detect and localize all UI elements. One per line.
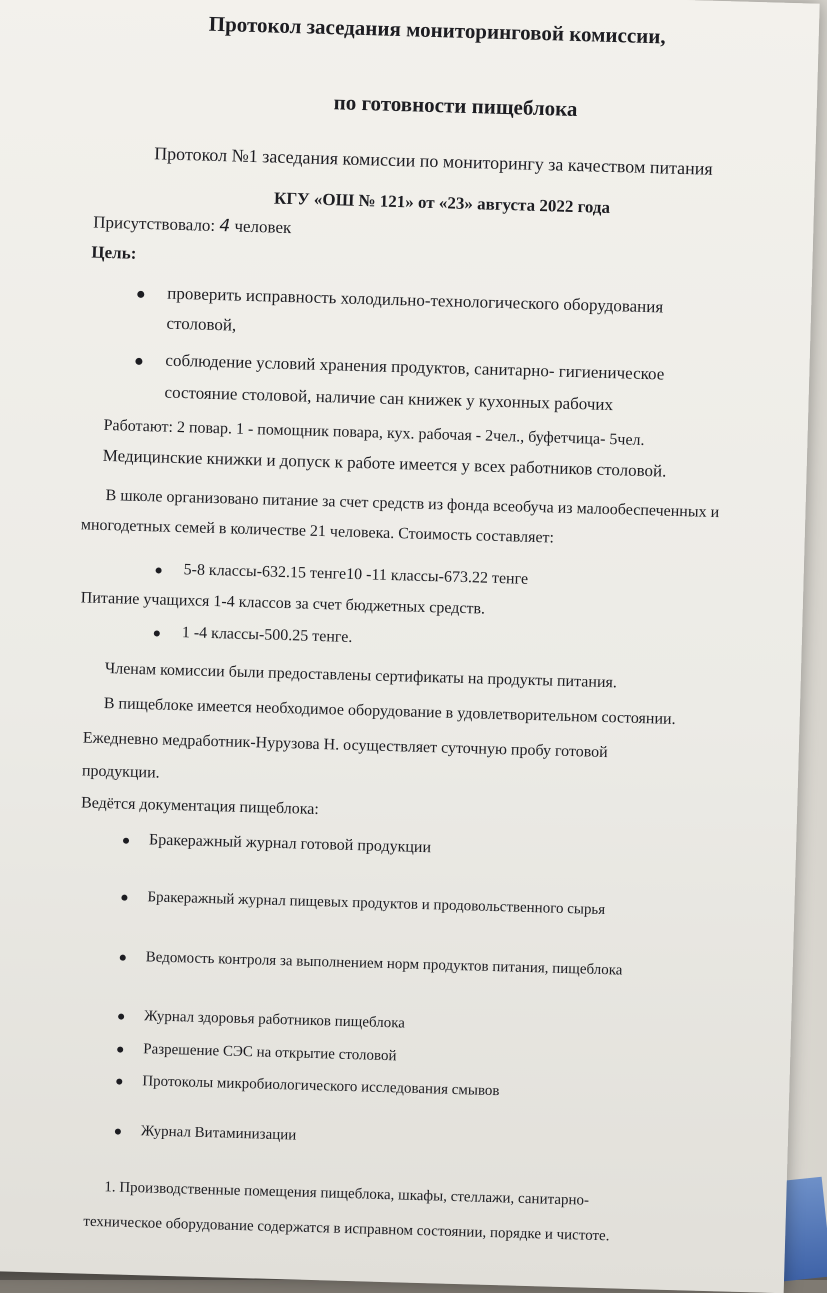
protocol-line: Протокол №1 заседания комиссии по мониторингу за качеством питания: [153, 143, 714, 179]
bullet-icon: [115, 1128, 121, 1134]
docs-item-6: Протоколы микробиологического исследования смывов: [142, 1073, 500, 1100]
goal-item-1-line-1: проверить исправность холодильно-технологического оборудования: [167, 283, 664, 317]
medworker-line-1: Ежедневно медработник-Нурузова Н. осуществляет суточную пробу готовой: [82, 729, 608, 762]
docs-item-7: Журнал Витаминизации: [140, 1123, 297, 1144]
docs-item-2: Бракеражный журнал пищевых продуктов и продовольственного сырья: [147, 889, 606, 919]
attended-unit: человек: [234, 216, 292, 238]
funding-line-2: многодетных семей в количестве 21 человека. Стоимость составляет:: [80, 516, 555, 547]
goal-item-2-line-2: состояние столовой, наличие сан книжек у кухонных рабочих: [164, 382, 614, 415]
funding-line-1: В школе организовано питание за счет средств из фонда всеобуча из малообеспеченных и: [105, 486, 720, 522]
price-item-2: 1 -4 классы-500.25 тенге.: [181, 624, 353, 646]
docs-item-1: Бракеражный журнал готовой продукции: [148, 831, 432, 857]
bullet-icon: [137, 291, 144, 298]
goal-item-2-line-1: соблюдение условий хранения продуктов, санитарно- гигиеническое: [165, 350, 665, 384]
medworker-line-2: продукции.: [81, 762, 160, 782]
goal-label: Цель:: [91, 242, 137, 263]
medbooks-line: Медицинские книжки и допуск к работе имеется у всех работников столовой.: [102, 445, 667, 481]
bullet-icon: [118, 1014, 124, 1020]
bullet-icon: [120, 955, 126, 961]
attended-line: [93, 213, 292, 239]
point-1-line-1: 1. Производственные помещения пищеблока, шкафы, стеллажи, санитарно-: [104, 1179, 590, 1209]
price-item-1: 5-8 классы-632.15 тенге10 -11 классы-673.22 тенге: [183, 561, 529, 588]
school-line: КГУ «ОШ № 121» от «23» августа 2022 года: [273, 188, 611, 217]
certificates-line: Членам комиссии были предоставлены сертификаты на продукты питания.: [104, 660, 618, 692]
bullet-icon: [135, 358, 142, 365]
docs-label: Ведётся документация пищеблока:: [80, 794, 320, 819]
bullet-icon: [123, 838, 129, 844]
staff-line: Работают: 2 повар. 1 - помощник повара, кух. рабочая - 2чел., буфетчица- 5чел.: [103, 416, 645, 450]
bullet-icon: [116, 1079, 122, 1085]
bullet-icon: [121, 895, 127, 901]
bullet-icon: [156, 567, 162, 573]
budget-line: Питание учащихся 1-4 классов за счет бюджетных средств.: [80, 589, 486, 618]
docs-item-5: Разрешение СЭС на открытие столовой: [142, 1041, 397, 1065]
equipment-line: В пищеблоке имеется необходимое оборудование в удовлетворительном состоянии.: [103, 695, 676, 728]
bullet-icon: [117, 1047, 123, 1053]
attended-count: 4: [219, 216, 231, 237]
title-line-2: по готовности пищеблока: [333, 90, 578, 122]
docs-item-3: Ведомость контроля за выполнением норм продуктов питания, пищеблока: [145, 949, 623, 979]
bullet-icon: [154, 630, 160, 636]
attended-label: Присутствовало:: [93, 212, 216, 235]
goal-item-1-line-2: столовой,: [166, 313, 237, 335]
title-line-1: Протокол заседания мониторинговой комиссии,: [208, 11, 666, 49]
docs-item-4: Журнал здоровья работников пищеблока: [143, 1008, 406, 1032]
point-1-line-2: техническое оборудование содержатся в исправном состоянии, порядке и чистоте.: [83, 1213, 610, 1245]
